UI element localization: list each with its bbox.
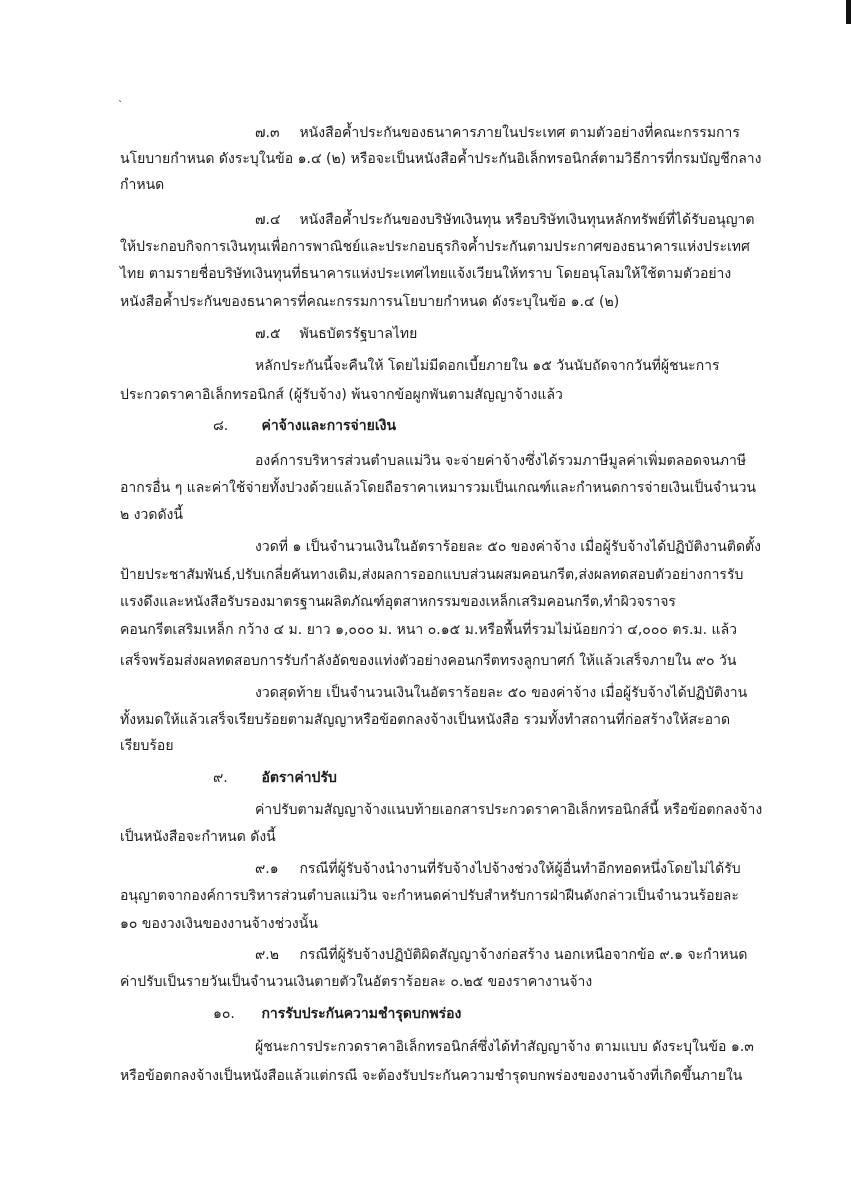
section-10-line-1: ผู้ชนะการประกวดราคาอิเล็กทรอนิกส์ซึ่งได้ทำสัญญาจ้าง ตามแบบ ดังระบุในข้อ ๑.๓: [255, 1039, 754, 1055]
item-number: ๗.๓: [255, 125, 280, 141]
item-7-5: [255, 324, 417, 344]
item-9-2-line-1: [255, 945, 747, 965]
refund-line-2: ประกวดราคาอิเล็กทรอนิกส์ (ผู้รับจ้าง) พ้นจากข้อผูกพันตามสัญญาจ้างแล้ว: [120, 387, 563, 403]
section-8-intro-2: อากรอื่น ๆ และค่าใช้จ่ายทั้งปวงด้วยแล้วโดยถือราคาเหมารวมเป็นเกณฑ์และกำหนดการจ่ายเงินเป็นจำนวน: [120, 480, 756, 496]
installment-1-line-4: คอนกรีตเสริมเหล็ก กว้าง ๔ ม. ยาว ๑,๐๐๐ ม. หนา ๐.๑๕ ม.หรือพื้นที่รวมไม่น้อยกว่า ๔,๐๐๐ ตร.ม. แล้ว: [120, 622, 738, 638]
item-7-3-line-1: [255, 123, 740, 143]
scan-edge-mark: [846, 0, 851, 24]
item-number: ๙.๑: [255, 861, 279, 877]
installment-1-line-2: ป้ายประชาสัมพันธ์,ปรับเกลี่ยคันทางเดิม,ส่งผลการออกแบบส่วนผสมคอนกรีต,ส่งผลทดสอบตัวอย่างการรับ: [120, 567, 744, 583]
section-number: ๙.: [213, 770, 228, 786]
item-number: ๗.๕: [255, 326, 281, 342]
final-installment-line-1: งวดสุดท้าย เป็นจำนวนเงินในอัตราร้อยละ ๕๐ ของค่าจ้าง เมื่อผู้รับจ้างได้ปฏิบัติงาน: [255, 685, 748, 701]
stray-mark: `: [118, 100, 123, 111]
section-number: ๘.: [213, 418, 229, 434]
refund-line-1: หลักประกันนี้จะคืนให้ โดยไม่มีดอกเบี้ยภายใน ๑๕ วันนับถัดจากวันที่ผู้ชนะการ: [255, 358, 720, 374]
installment-1-line-3: แรงดึงและหนังสือรับรองมาตรฐานผลิตภัณฑ์อุตสาหกรรมของเหล็กเสริมคอนกรีต,ทำผิวจราจร: [120, 594, 676, 610]
section-8-intro-1: องค์การบริหารส่วนตำบลแม่วิน จะจ่ายค่าจ้างซึ่งได้รวมภาษีมูลค่าเพิ่มตลอดจนภาษี: [255, 453, 747, 469]
item-text: กรณีที่ผู้รับจ้างปฏิบัติผิดสัญญาจ้างก่อสร้าง นอกเหนือจากข้อ ๙.๑ จะกำหนด: [299, 947, 748, 963]
item-text: หนังสือค้ำประกันของธนาคารภายในประเทศ ตามตัวอย่างที่คณะกรรมการ: [299, 125, 740, 141]
section-title: การรับประกันความชำรุดบกพร่อง: [261, 1006, 462, 1022]
item-7-3-line-2: นโยบายกำหนด ดังระบุในข้อ ๑.๔ (๒) หรือจะเป็นหนังสือค้ำประกันอิเล็กทรอนิกส์ตามวิธีการที่กรมบัญชีกลาง: [120, 151, 762, 167]
item-9-1-line-1: [255, 859, 741, 879]
section-9-intro-1: ค่าปรับตามสัญญาจ้างแนบท้ายเอกสารประกวดราคาอิเล็กทรอนิกส์นี้ หรือข้อตกลงจ้าง: [255, 802, 763, 818]
section-8-heading: [213, 416, 396, 436]
final-installment-line-3: เรียบร้อย: [120, 738, 174, 754]
item-number: ๗.๔: [255, 212, 281, 228]
item-7-3-line-3: กำหนด: [120, 177, 165, 193]
item-7-4-line-4: หนังสือค้ำประกันของธนาคารที่คณะกรรมการนโยบายกำหนด ดังระบุในข้อ ๑.๔ (๒): [120, 294, 620, 310]
item-9-1-line-3: ๑๐ ของวงเงินของงานจ้างช่วงนั้น: [120, 916, 318, 932]
item-9-1-line-2: อนุญาตจากองค์การบริหารส่วนตำบลแม่วิน จะกำหนดค่าปรับสำหรับการฝ่าฝืนดังกล่าวเป็นจำนวนร้อยละ: [120, 888, 739, 904]
section-title: ค่าจ้างและการจ่ายเงิน: [261, 418, 397, 434]
section-10-heading: [213, 1004, 461, 1024]
item-7-4-line-3: ไทย ตามรายชื่อบริษัทเงินทุนที่ธนาคารแห่งประเทศไทยแจ้งเวียนให้ทราบ โดยอนุโลมให้ใช้ตามตัวอย่าง: [120, 266, 732, 282]
section-title: อัตราค่าปรับ: [261, 770, 337, 786]
section-8-intro-3: ๒ งวดดังนี้: [120, 507, 183, 523]
item-9-2-line-2: ค่าปรับเป็นรายวันเป็นจำนวนเงินตายตัวในอัตราร้อยละ ๐.๒๕ ของราคางานจ้าง: [120, 974, 593, 990]
item-text: พันธบัตรรัฐบาลไทย: [299, 326, 418, 342]
item-7-4-line-1: [255, 210, 754, 230]
section-number: ๑๐.: [213, 1006, 235, 1022]
section-9-intro-2: เป็นหนังสือจะกำหนด ดังนี้: [120, 829, 276, 845]
section-9-heading: [213, 768, 337, 788]
item-text: กรณีที่ผู้รับจ้างนำงานที่รับจ้างไปจ้างช่วงให้ผู้อื่นทำอีกทอดหนึ่งโดยไม่ได้รับ: [299, 861, 741, 877]
installment-1-line-1: งวดที่ ๑ เป็นจำนวนเงินในอัตราร้อยละ ๕๐ ของค่าจ้าง เมื่อผู้รับจ้างได้ปฏิบัติงานติดตั้ง: [255, 539, 761, 555]
item-text: หนังสือค้ำประกันของบริษัทเงินทุน หรือบริษัทเงินทุนหลักทรัพย์ที่ได้รับอนุญาต: [299, 212, 755, 228]
section-10-line-2: หรือข้อตกลงจ้างเป็นหนังสือแล้วแต่กรณี จะต้องรับประกันความชำรุดบกพร่องของงานจ้างที่เกิดขึ้นภายใน: [120, 1068, 743, 1084]
item-7-4-line-2: ให้ประกอบกิจการเงินทุนเพื่อการพาณิชย์และประกอบธุรกิจค้ำประกันตามประกาศของธนาคารแห่งประเทศ: [120, 239, 750, 255]
final-installment-line-2: ทั้งหมดให้แล้วเสร็จเรียบร้อยตามสัญญาหรือข้อตกลงจ้างเป็นหนังสือ รวมทั้งทำสถานที่ก่อสร้างให้สะอาด: [120, 712, 731, 728]
item-number: ๙.๒: [255, 947, 279, 963]
installment-1-line-5: เสร็จพร้อมส่งผลทดสอบการรับกำลังอัดของแท่งตัวอย่างคอนกรีตทรงลูกบาศก์ ให้แล้วเสร็จภายใน ๙๐ วัน: [120, 653, 737, 669]
